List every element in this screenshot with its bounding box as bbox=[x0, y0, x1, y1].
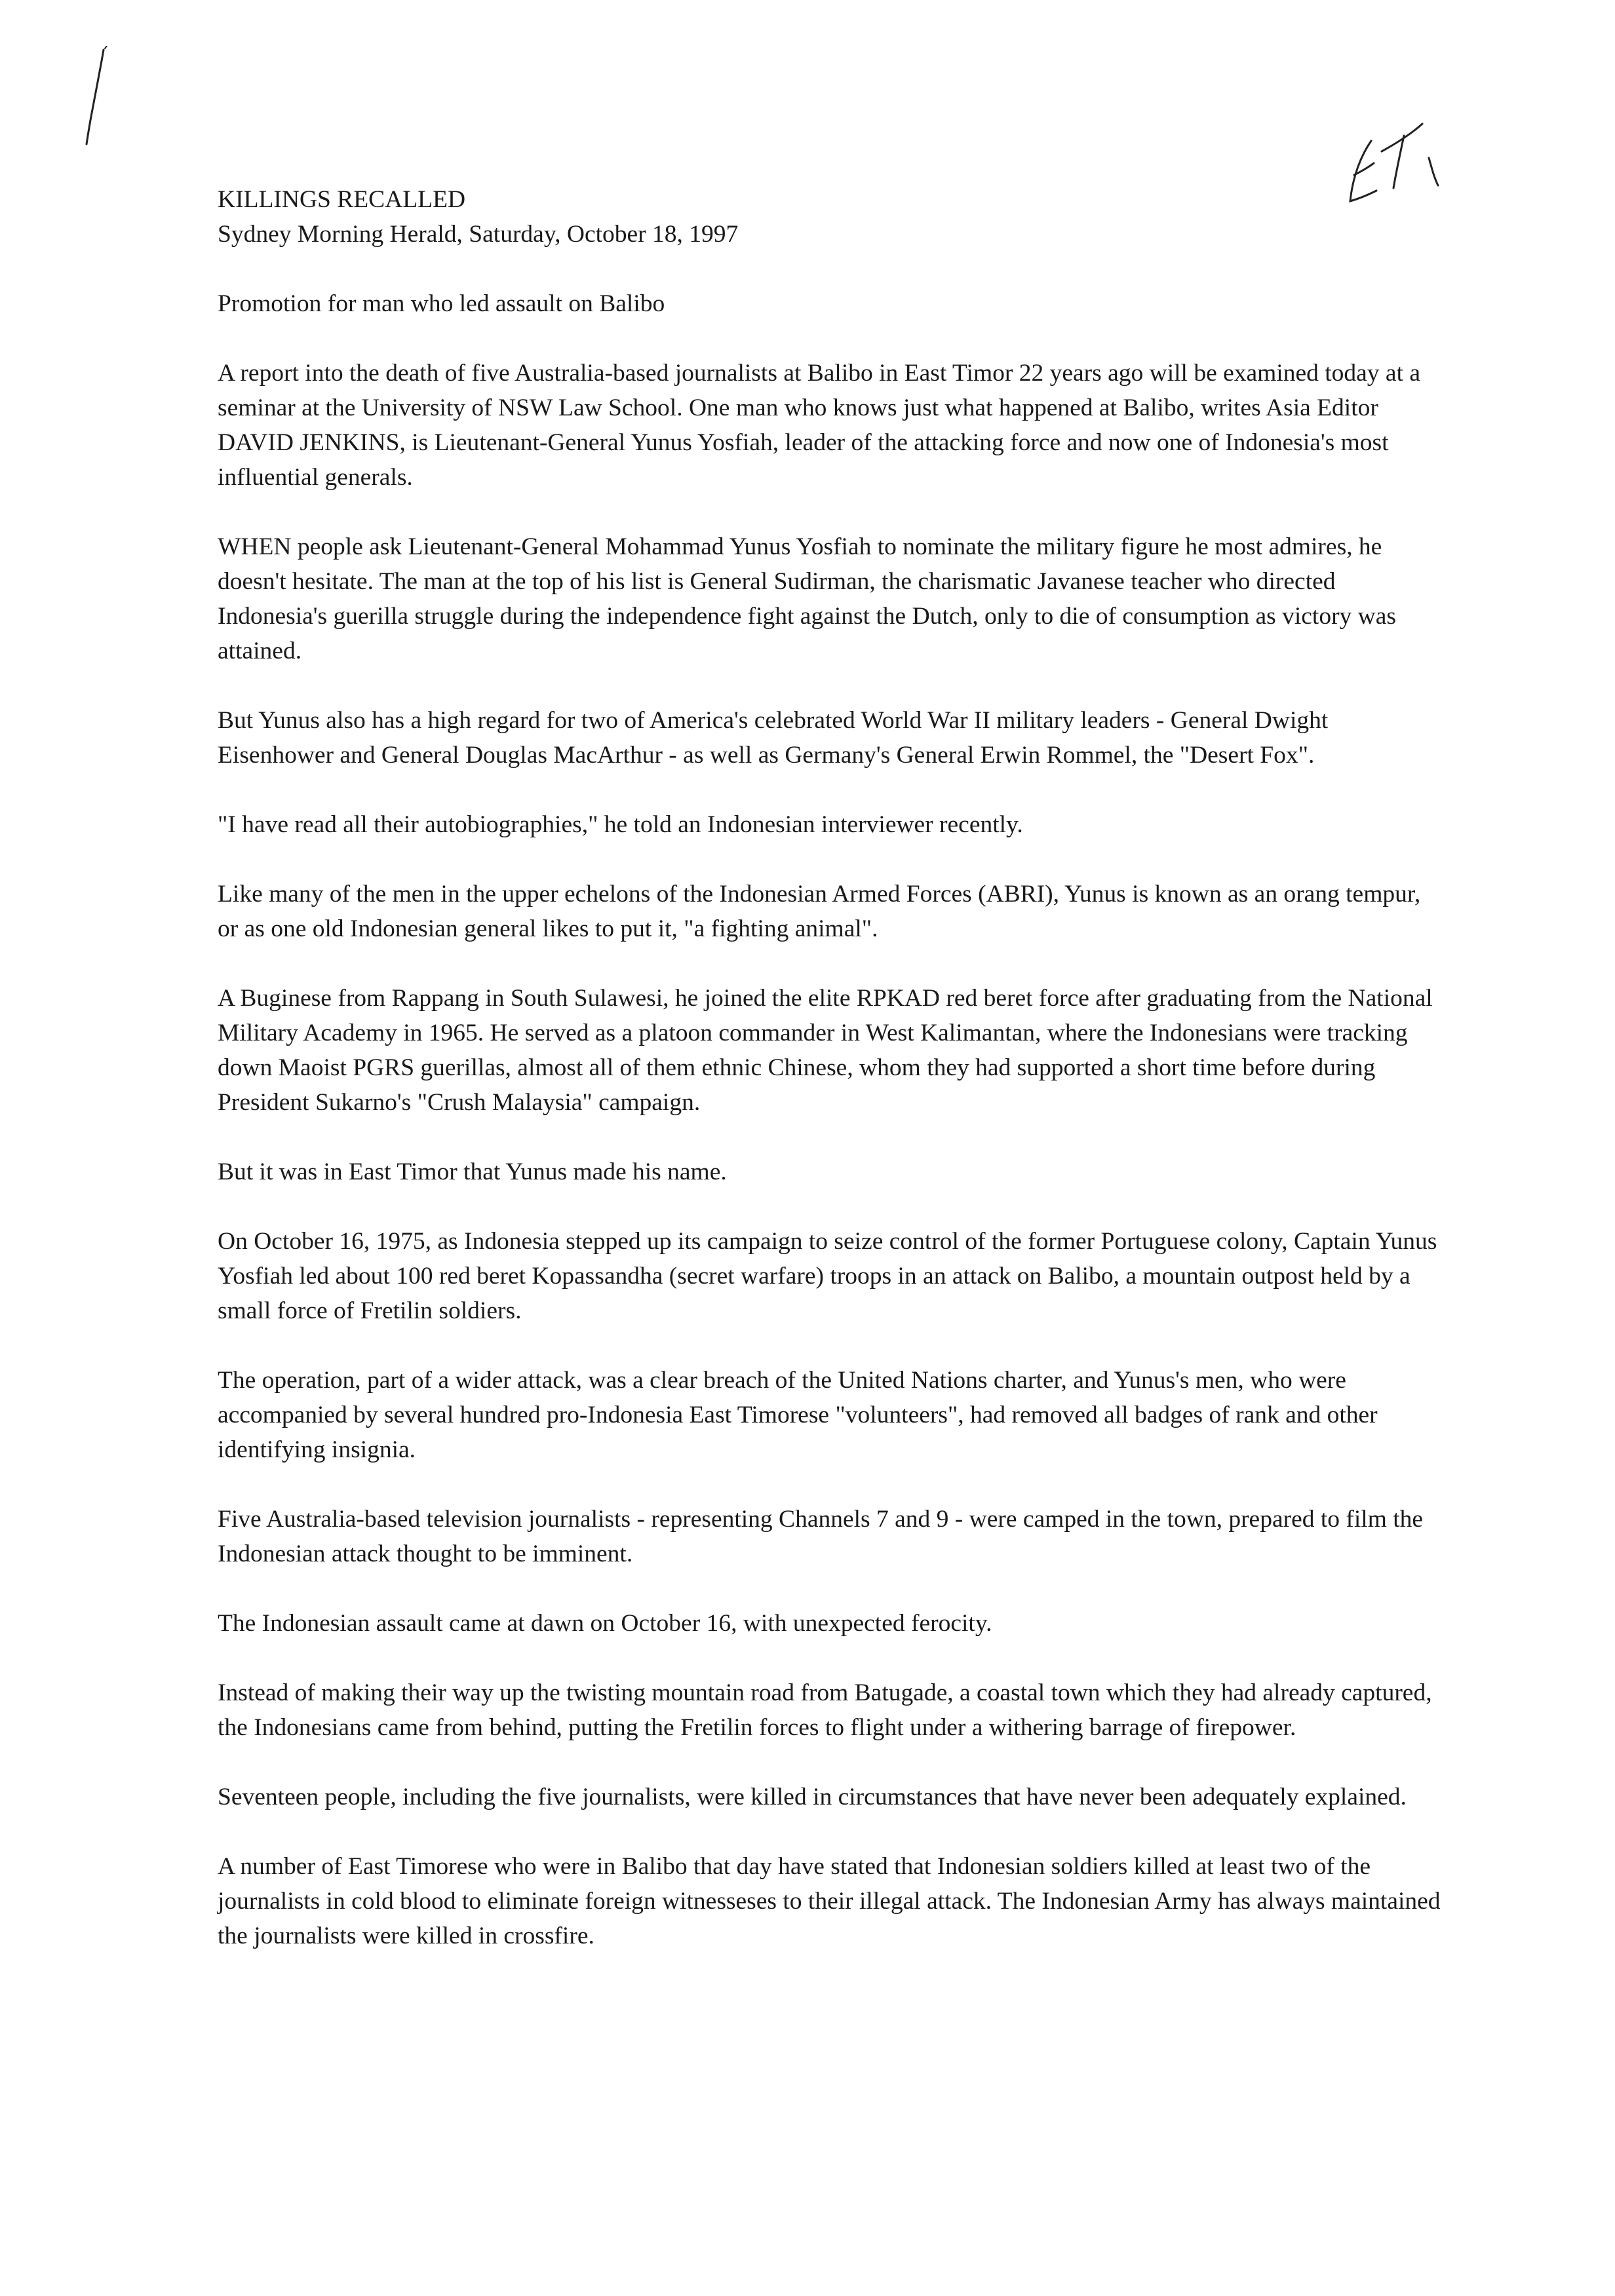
article-paragraph: WHEN people ask Lieutenant-General Mohammad Yunus Yosfiah to nominate the military figure he most admires, he doesn't hesitate. The man at the top of his list is General Sudirman, the charismatic Javanese teacher who directed Indonesia's guerilla struggle during the independence fight against the Dutch, only to die of consumption as victory was attained. bbox=[218, 533, 1397, 664]
subheadline: Promotion for man who led assault on Balibo bbox=[218, 290, 665, 317]
article-paragraph: But it was in East Timor that Yunus made his name. bbox=[218, 1158, 727, 1185]
article-paragraph: "I have read all their autobiographies," he told an Indonesian interviewer recently. bbox=[218, 811, 1023, 838]
article-paragraph: Five Australia-based television journalists - representing Channels 7 and 9 - were camped in the town, prepared to film the Indonesian attack thought to be imminent. bbox=[218, 1506, 1424, 1567]
handwritten-slash-icon bbox=[79, 46, 118, 151]
article-paragraph: A report into the death of five Australia-based journalists at Balibo in East Timor 22 years ago will be examined today at a seminar at the University of NSW Law School. One man who knows just what happened at Balibo, writes Asia Editor DAVID JENKINS, is Lieutenant-General Yunus Yosfiah, leader of the attacking force and now one of Indonesia's most influential generals. bbox=[218, 360, 1421, 491]
article-paragraph: A Buginese from Rappang in South Sulawesi, he joined the elite RPKAD red beret force after graduating from the National Military Academy in 1965. He served as a platoon commander in West Kalimantan, where the Indonesians were tracking down Maoist PGRS guerillas, almost all of them ethnic Chinese, whom they had supported a short time before during President Sukarno's "Crush Malaysia" campaign. bbox=[218, 985, 1433, 1116]
article-paragraph: Seventeen people, including the five journalists, were killed in circumstances that have never been adequately explained. bbox=[218, 1784, 1407, 1810]
headline: KILLINGS RECALLED bbox=[218, 186, 466, 213]
article-paragraph: The operation, part of a wider attack, was a clear breach of the United Nations charter, and Yunus's men, who were accompanied by several hundred pro-Indonesia East Timorese "volunteers", had removed all badges of rank and other identifying insignia. bbox=[218, 1367, 1378, 1463]
article-paragraph: Instead of making their way up the twisting mountain road from Batugade, a coastal town which they had already captured, the Indonesians came from behind, putting the Fretilin forces to flight under a withering barrage of firepower. bbox=[218, 1679, 1432, 1741]
article-paragraph: On October 16, 1975, as Indonesia stepped up its campaign to seize control of the former Portuguese colony, Captain Yunus Yosfiah led about 100 red beret Kopassandha (secret warfare) troops in an attack on Balibo, a mountain outpost held by a small force of Fretilin soldiers. bbox=[218, 1228, 1437, 1324]
article-paragraph: The Indonesian assault came at dawn on October 16, with unexpected ferocity. bbox=[218, 1610, 992, 1637]
article-paragraph: But Yunus also has a high regard for two of America's celebrated World War II military leaders - General Dwight Eisenhower and General Douglas MacArthur - as well as Germany's General Erwin Rommel, the "Desert Fox". bbox=[218, 707, 1329, 769]
article bbox=[218, 182, 1443, 1953]
article-paragraph: A number of East Timorese who were in Balibo that day have stated that Indonesian soldiers killed at least two of the journalists in cold blood to eliminate foreign witnesseses to their illegal attack. The Indonesian Army has always maintained the journalists were killed in crossfire. bbox=[218, 1853, 1441, 1949]
article-paragraph: Like many of the men in the upper echelons of the Indonesian Armed Forces (ABRI), Yunus is known as an orang tempur, or as one old Indonesian general likes to put it, "a fighting animal". bbox=[218, 881, 1421, 942]
source-line: Sydney Morning Herald, Saturday, October 18, 1997 bbox=[218, 221, 739, 248]
